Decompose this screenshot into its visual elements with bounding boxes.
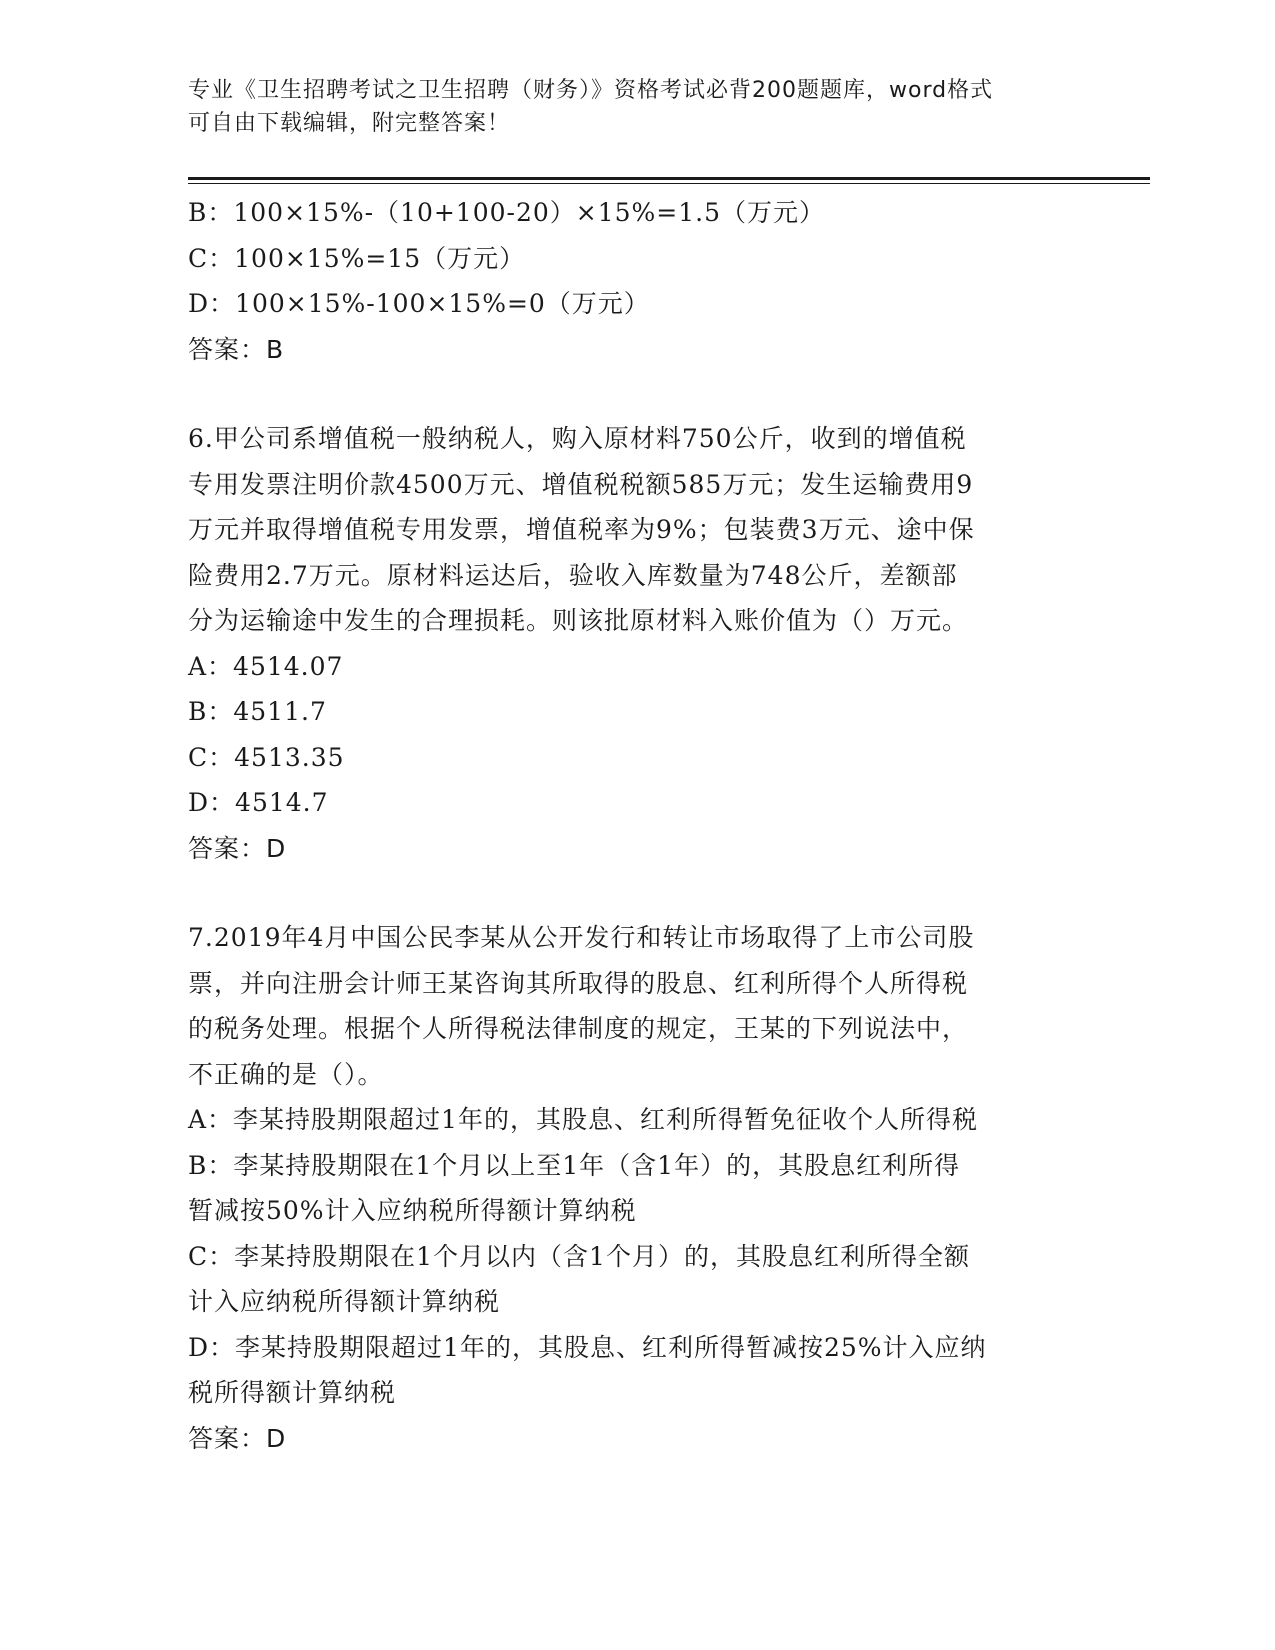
q7-option-d-line: 税所得额计算纳税 [188,1378,397,1407]
q5-option-d: D：100×15%-100×15%=0（万元） [188,289,650,318]
q7-option-a: A：李某持股期限超过1年的，其股息、红利所得暂免征收个人所得税 [188,1105,978,1134]
q6-stem-line: 万元并取得增值税专用发票，增值税率为9%；包装费3万元、途中保 [188,515,975,544]
question-7 [188,915,1068,1461]
q6-stem-line: 6.甲公司系增值税一般纳税人，购入原材料750公斤，收到的增值税 [188,424,967,453]
q7-stem-line: 7.2019年4月中国公民李某从公开发行和转让市场取得了上市公司股 [188,923,975,952]
q7-answer: 答案：D [188,1423,287,1453]
q6-option-b: B：4511.7 [188,697,327,726]
q5-option-c: C：100×15%=15（万元） [188,243,526,273]
q6-option-a: A：4514.07 [188,651,344,681]
q6-stem-line: 险费用2.7万元。原材料运达后，验收入库数量为748公斤，差额部 [188,560,958,590]
question-6 [188,416,1068,871]
q6-stem-line: 分为运输途中发生的合理损耗。则该批原材料入账价值为（）万元。 [188,606,969,635]
q6-option-c: C：4513.35 [188,742,345,772]
spacer [188,372,1068,416]
q7-stem-line: 的税务处理。根据个人所得税法律制度的规定，王某的下列说法中， [188,1014,969,1043]
document-body [188,190,1068,1461]
header-title-line-2: 可自由下载编辑，附完整答案！ [188,111,511,136]
q7-option-c-line: 计入应纳税所得额计算纳税 [188,1287,501,1316]
q7-stem-line: 票，并向注册会计师王某咨询其所取得的股息、红利所得个人所得税 [188,968,969,998]
q7-stem-line: 不正确的是（）。 [188,1059,384,1089]
q6-answer: 答案：D [188,833,287,863]
header-divider-thick [188,177,1150,180]
header-title-line-1: 专业《卫生招聘考试之卫生招聘（财务）》资格考试必背200题题库，word格式 [188,78,994,103]
q5-answer: 答案：B [188,334,285,364]
spacer [188,871,1068,915]
q5-option-b: B：100×15%-（10+100-20）×15%=1.5（万元） [188,198,826,227]
question-5 [188,190,1068,372]
document-header [188,74,1068,140]
header-divider-thin [188,183,1150,184]
q7-option-d-line: D：李某持股期限超过1年的，其股息、红利所得暂减按25%计入应纳 [188,1332,987,1362]
q7-option-b-line: B：李某持股期限在1个月以上至1年（含1年）的，其股息红利所得 [188,1150,961,1180]
q7-option-b-line: 暂减按50%计入应纳税所得额计算纳税 [188,1196,637,1225]
q6-stem-line: 专用发票注明价款4500万元、增值税税额585万元；发生运输费用9 [188,469,974,499]
q7-option-c-line: C：李某持股期限在1个月以内（含1个月）的，其股息红利所得全额 [188,1241,970,1271]
q6-option-d: D：4514.7 [188,788,329,817]
